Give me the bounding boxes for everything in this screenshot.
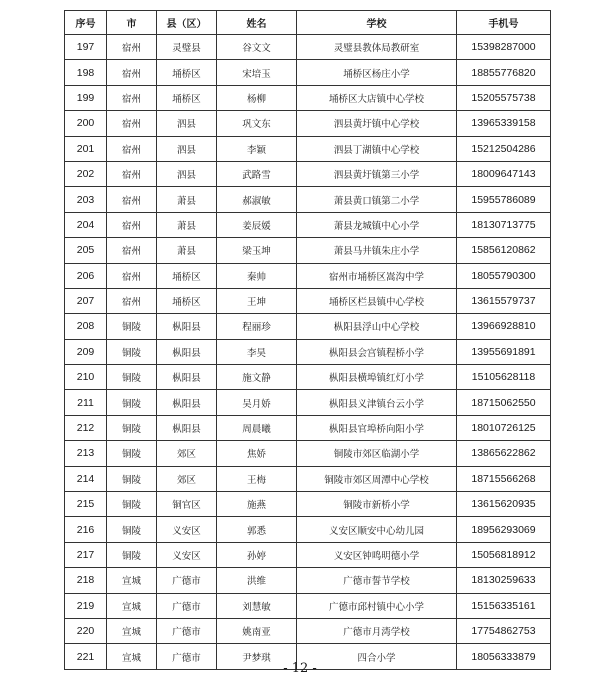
cell-county: 广德市 — [157, 644, 217, 669]
table-row — [65, 161, 551, 186]
cell-index: 207 — [65, 288, 107, 313]
cell-name: 杨柳 — [217, 85, 297, 110]
cell-phone: 18056333879 — [457, 644, 551, 669]
cell-index: 218 — [65, 568, 107, 593]
cell-county: 泗县 — [157, 111, 217, 136]
cell-name: 王梅 — [217, 466, 297, 491]
cell-county: 枞阳县 — [157, 314, 217, 339]
cell-index: 197 — [65, 35, 107, 60]
cell-school: 义安区钟鸣明德小学 — [297, 542, 457, 567]
cell-school: 广德市邱村镇中心小学 — [297, 593, 457, 618]
cell-school: 埇桥区栏县镇中心学校 — [297, 288, 457, 313]
cell-county: 萧县 — [157, 238, 217, 263]
cell-city: 宿州 — [107, 288, 157, 313]
cell-school: 铜陵市郊区周潭中心学校 — [297, 466, 457, 491]
cell-name: 谷文文 — [217, 35, 297, 60]
cell-city: 铜陵 — [107, 466, 157, 491]
cell-city: 铜陵 — [107, 441, 157, 466]
cell-city: 铜陵 — [107, 390, 157, 415]
cell-county: 枞阳县 — [157, 415, 217, 440]
table-row — [65, 618, 551, 643]
table-row — [65, 390, 551, 415]
cell-name: 吴月娇 — [217, 390, 297, 415]
cell-school: 泗县丁湖镇中心学校 — [297, 136, 457, 161]
cell-phone: 18009647143 — [457, 161, 551, 186]
cell-school: 灵璧县教体局教研室 — [297, 35, 457, 60]
table-row — [65, 187, 551, 212]
header-county: 县（区） — [157, 11, 217, 35]
cell-name: 郭悉 — [217, 517, 297, 542]
cell-city: 宿州 — [107, 60, 157, 85]
cell-school: 铜陵市郊区临湖小学 — [297, 441, 457, 466]
cell-city: 铜陵 — [107, 517, 157, 542]
cell-index: 202 — [65, 161, 107, 186]
cell-index: 216 — [65, 517, 107, 542]
cell-county: 萧县 — [157, 187, 217, 212]
table-row — [65, 593, 551, 618]
cell-phone: 15056818912 — [457, 542, 551, 567]
cell-index: 200 — [65, 111, 107, 136]
cell-phone: 18130259633 — [457, 568, 551, 593]
table-row — [65, 85, 551, 110]
cell-name: 李颖 — [217, 136, 297, 161]
header-name: 姓名 — [217, 11, 297, 35]
table-row — [65, 263, 551, 288]
cell-city: 宣城 — [107, 568, 157, 593]
cell-phone: 18715062550 — [457, 390, 551, 415]
cell-school: 枞阳县浮山中心学校 — [297, 314, 457, 339]
cell-phone: 15955786089 — [457, 187, 551, 212]
cell-phone: 13615579737 — [457, 288, 551, 313]
cell-phone: 15105628118 — [457, 365, 551, 390]
cell-name: 李昊 — [217, 339, 297, 364]
cell-phone: 15212504286 — [457, 136, 551, 161]
cell-phone: 15205575738 — [457, 85, 551, 110]
cell-city: 铜陵 — [107, 542, 157, 567]
cell-phone: 13865622862 — [457, 441, 551, 466]
cell-county: 泗县 — [157, 161, 217, 186]
cell-county: 埇桥区 — [157, 263, 217, 288]
cell-name: 王坤 — [217, 288, 297, 313]
cell-name: 焦娇 — [217, 441, 297, 466]
cell-school: 四合小学 — [297, 644, 457, 669]
cell-city: 铜陵 — [107, 365, 157, 390]
cell-index: 221 — [65, 644, 107, 669]
table-row — [65, 60, 551, 85]
cell-index: 199 — [65, 85, 107, 110]
cell-school: 枞阳县会宫镇程桥小学 — [297, 339, 457, 364]
table-row — [65, 35, 551, 60]
cell-city: 宿州 — [107, 187, 157, 212]
cell-city: 宿州 — [107, 161, 157, 186]
cell-index: 210 — [65, 365, 107, 390]
cell-phone: 13965339158 — [457, 111, 551, 136]
cell-city: 宿州 — [107, 111, 157, 136]
cell-school: 萧县黄口镇第二小学 — [297, 187, 457, 212]
table-header-row — [65, 11, 551, 35]
cell-city: 铜陵 — [107, 314, 157, 339]
header-school: 学校 — [297, 11, 457, 35]
cell-name: 周晨曦 — [217, 415, 297, 440]
cell-index: 212 — [65, 415, 107, 440]
cell-name: 姚南亚 — [217, 618, 297, 643]
cell-school: 义安区顺安中心幼儿园 — [297, 517, 457, 542]
table-row — [65, 517, 551, 542]
cell-county: 郊区 — [157, 441, 217, 466]
cell-phone: 18055790300 — [457, 263, 551, 288]
cell-school: 泗县黄圩镇第三小学 — [297, 161, 457, 186]
cell-county: 埇桥区 — [157, 60, 217, 85]
cell-index: 219 — [65, 593, 107, 618]
cell-city: 宣城 — [107, 644, 157, 669]
table-row — [65, 365, 551, 390]
cell-county: 铜官区 — [157, 492, 217, 517]
page-number: - 12 - — [283, 661, 317, 676]
cell-city: 铜陵 — [107, 339, 157, 364]
table-row — [65, 492, 551, 517]
table-row — [65, 136, 551, 161]
table-row — [65, 212, 551, 237]
cell-index: 209 — [65, 339, 107, 364]
table-row — [65, 314, 551, 339]
cell-county: 广德市 — [157, 568, 217, 593]
cell-phone: 18956293069 — [457, 517, 551, 542]
table-row — [65, 111, 551, 136]
cell-city: 铜陵 — [107, 415, 157, 440]
cell-county: 义安区 — [157, 517, 217, 542]
cell-county: 萧县 — [157, 212, 217, 237]
cell-name: 刘慧敏 — [217, 593, 297, 618]
cell-county: 枞阳县 — [157, 390, 217, 415]
cell-school: 埇桥区杨庄小学 — [297, 60, 457, 85]
cell-phone: 13966928810 — [457, 314, 551, 339]
cell-name: 施文静 — [217, 365, 297, 390]
cell-index: 214 — [65, 466, 107, 491]
table-row — [65, 238, 551, 263]
cell-index: 217 — [65, 542, 107, 567]
cell-name: 梁玉坤 — [217, 238, 297, 263]
cell-county: 义安区 — [157, 542, 217, 567]
cell-name: 尹梦琪 — [217, 644, 297, 669]
cell-phone: 17754862753 — [457, 618, 551, 643]
cell-name: 程丽珍 — [217, 314, 297, 339]
cell-city: 宿州 — [107, 85, 157, 110]
cell-city: 宿州 — [107, 238, 157, 263]
cell-phone: 15156335161 — [457, 593, 551, 618]
cell-school: 萧县马井镇朱庄小学 — [297, 238, 457, 263]
cell-index: 208 — [65, 314, 107, 339]
cell-index: 213 — [65, 441, 107, 466]
cell-index: 203 — [65, 187, 107, 212]
cell-county: 埇桥区 — [157, 288, 217, 313]
header-city: 市 — [107, 11, 157, 35]
cell-phone: 13955691891 — [457, 339, 551, 364]
cell-city: 宿州 — [107, 35, 157, 60]
cell-county: 枞阳县 — [157, 365, 217, 390]
cell-school: 埇桥区大店镇中心学校 — [297, 85, 457, 110]
cell-name: 孙婷 — [217, 542, 297, 567]
cell-index: 201 — [65, 136, 107, 161]
cell-county: 郊区 — [157, 466, 217, 491]
cell-name: 武路雪 — [217, 161, 297, 186]
cell-city: 宿州 — [107, 212, 157, 237]
cell-school: 萧县龙城镇中心小学 — [297, 212, 457, 237]
cell-phone: 15856120862 — [457, 238, 551, 263]
cell-city: 宿州 — [107, 136, 157, 161]
cell-city: 铜陵 — [107, 492, 157, 517]
cell-name: 姜辰媛 — [217, 212, 297, 237]
cell-index: 206 — [65, 263, 107, 288]
cell-school: 广德市誓节学校 — [297, 568, 457, 593]
cell-county: 广德市 — [157, 593, 217, 618]
cell-phone: 18010726125 — [457, 415, 551, 440]
cell-phone: 18855776820 — [457, 60, 551, 85]
cell-county: 广德市 — [157, 618, 217, 643]
cell-city: 宣城 — [107, 593, 157, 618]
cell-name: 巩文东 — [217, 111, 297, 136]
table-row — [65, 415, 551, 440]
cell-county: 埇桥区 — [157, 85, 217, 110]
table-row — [65, 542, 551, 567]
table-row — [65, 568, 551, 593]
roster-table — [64, 10, 551, 670]
cell-index: 198 — [65, 60, 107, 85]
cell-phone: 13615620935 — [457, 492, 551, 517]
cell-school: 泗县黄圩镇中心学校 — [297, 111, 457, 136]
cell-county: 泗县 — [157, 136, 217, 161]
cell-name: 宋培玉 — [217, 60, 297, 85]
cell-city: 宿州 — [107, 263, 157, 288]
cell-school: 枞阳县官埠桥向阳小学 — [297, 415, 457, 440]
cell-phone: 15398287000 — [457, 35, 551, 60]
cell-school: 枞阳县义津镇台云小学 — [297, 390, 457, 415]
table-row — [65, 466, 551, 491]
cell-index: 215 — [65, 492, 107, 517]
table-row — [65, 339, 551, 364]
cell-city: 宣城 — [107, 618, 157, 643]
header-phone: 手机号 — [457, 11, 551, 35]
cell-name: 郝淑敏 — [217, 187, 297, 212]
cell-phone: 18130713775 — [457, 212, 551, 237]
cell-school: 铜陵市新桥小学 — [297, 492, 457, 517]
table-row — [65, 441, 551, 466]
cell-index: 205 — [65, 238, 107, 263]
cell-name: 洪维 — [217, 568, 297, 593]
header-index: 序号 — [65, 11, 107, 35]
cell-index: 211 — [65, 390, 107, 415]
cell-school: 宿州市埇桥区嵩沟中学 — [297, 263, 457, 288]
cell-name: 秦帅 — [217, 263, 297, 288]
cell-index: 220 — [65, 618, 107, 643]
cell-county: 灵璧县 — [157, 35, 217, 60]
cell-index: 204 — [65, 212, 107, 237]
cell-county: 枞阳县 — [157, 339, 217, 364]
cell-phone: 18715566268 — [457, 466, 551, 491]
cell-name: 施燕 — [217, 492, 297, 517]
cell-school: 枞阳县横埠镇红灯小学 — [297, 365, 457, 390]
cell-school: 广德市月湾学校 — [297, 618, 457, 643]
table-row — [65, 288, 551, 313]
table-body — [65, 35, 551, 670]
